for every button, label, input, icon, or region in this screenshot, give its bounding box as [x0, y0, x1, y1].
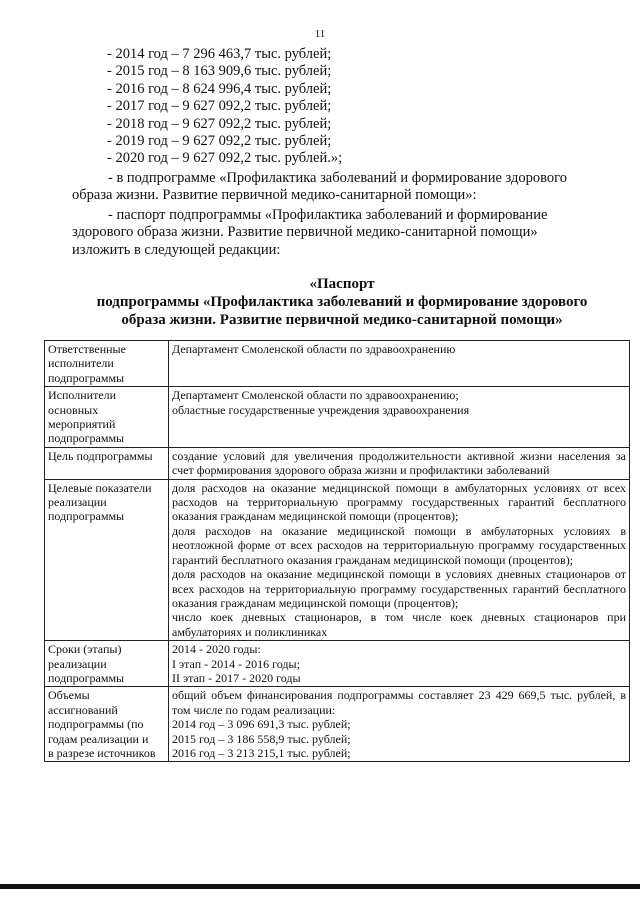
value-line: 2016 год – 3 213 215,1 тыс. рублей;: [172, 745, 351, 760]
row-label-indicators: [45, 479, 169, 640]
label-line: подпрограммы (по: [48, 717, 144, 732]
label-line: основных: [48, 402, 99, 417]
value-line: Департамент Смоленской области по здравоохранению: [172, 342, 456, 356]
funding-line-2020: - 2020 год – 9 627 092,2 тыс. рублей.»;: [107, 150, 343, 167]
table-row: [45, 341, 630, 387]
row-value-responsible: [169, 341, 630, 387]
value-line: областные государственные учреждения здравоохранения: [172, 402, 470, 417]
funding-line-2019: - 2019 год – 9 627 092,2 тыс. рублей;: [107, 133, 332, 150]
funding-list: [107, 46, 342, 168]
table-row: [45, 447, 630, 479]
page-number: 11: [314, 28, 326, 40]
row-value-funding: [169, 687, 630, 762]
label-line: Ответственные: [48, 342, 126, 356]
label-line: мероприятий: [48, 417, 116, 432]
value-line: 2014 год – 3 096 691,3 тыс. рублей;: [172, 717, 351, 732]
funding-line-2015: - 2015 год – 8 163 909,6 тыс. рублей;: [107, 63, 332, 80]
passport-heading-line-1: «Паспорт: [309, 276, 375, 292]
passport-paragraph: [72, 207, 585, 259]
funding-line-2014: - 2014 год – 7 296 463,7 тыс. рублей;: [107, 46, 332, 62]
passport-paragraph-line-1: - паспорт подпрограммы «Профилактика заболеваний и формирование: [108, 207, 548, 223]
label-line: подпрограммы: [48, 509, 125, 524]
value-line: общий объем финансирования подпрограммы составляет 23 429 669,5 тыс. рублей, в том числе по годам реализации:: [172, 688, 626, 717]
label-line: годам реализации и: [48, 731, 149, 746]
row-value-timeline: [169, 641, 630, 687]
value-line: Департамент Смоленской области по здравоохранению;: [172, 388, 459, 403]
table-row: [45, 479, 630, 640]
value-line: доля расходов на оказание медицинской помощи в условиях дневных стационаров от всех расходов на территориальную программу государственных гарантий бесплатного оказания гражданам медицинской помощи (процентов);: [172, 567, 626, 610]
bottom-page-rule: [0, 884, 640, 889]
row-value-executors: [169, 387, 630, 448]
value-line: доля расходов на оказание медицинской помощи в амбулаторных условиях в неотложной форме от всех расходов на территориальную программу государственных гарантий бесплатного оказания гражданам медицинской помощи (процентов);: [172, 523, 626, 567]
funding-line-2016: - 2016 год – 8 624 996,4 тыс. рублей;: [107, 80, 332, 97]
label-line: ассигнований: [48, 702, 118, 717]
row-value-goal: [169, 447, 630, 479]
passport-paragraph-line-2: здорового образа жизни. Развитие первичной медико-санитарной помощи»: [72, 224, 538, 241]
label-line: Сроки (этапы): [48, 642, 122, 657]
value-line: 2015 год – 3 186 558,9 тыс. рублей;: [172, 731, 351, 746]
row-value-indicators: [169, 479, 630, 640]
label-line: исполнители: [48, 356, 114, 371]
label-line: подпрограммы: [48, 670, 125, 685]
label-line: Объемы: [48, 688, 90, 703]
subprogram-paragraph-line-1: - в подпрограмме «Профилактика заболеваний и формирование здорового: [108, 170, 567, 186]
label-line: реализации: [48, 656, 107, 671]
value-line: доля расходов на оказание медицинской помощи в амбулаторных условиях от всех расходов на территориальную программу государственных гарантий бесплатного оказания гражданам медицинской помощи (процентов);: [172, 480, 626, 524]
row-label-funding: [45, 687, 169, 762]
subprogram-paragraph-line-2: образа жизни. Развитие первичной медико-санитарной помощи»:: [72, 187, 477, 204]
value-line: II этап - 2017 - 2020 годы: [172, 670, 301, 685]
passport-heading: [72, 275, 612, 329]
label-line: реализации: [48, 495, 107, 510]
label-line: Исполнители: [48, 388, 117, 403]
row-label-timeline: [45, 641, 169, 687]
label-line: подпрограммы: [48, 370, 125, 385]
table-row: [45, 387, 630, 448]
row-label-goal: [45, 447, 169, 479]
value-line: I этап - 2014 - 2016 годы;: [172, 656, 300, 671]
label-line: подпрограммы: [48, 431, 125, 446]
row-label-executors: [45, 387, 169, 448]
value-line: число коек дневных стационаров, в том числе коек дневных стационаров при амбулаториях и поликлиниках: [172, 610, 626, 639]
label-line: в разрезе источников: [48, 745, 156, 760]
value-line: 2014 - 2020 годы:: [172, 642, 261, 657]
value-line: создание условий для увеличения продолжительности активной жизни населения за счет формирования здорового образа жизни и профилактики заболеваний: [172, 448, 626, 478]
row-label-responsible: [45, 341, 169, 387]
passport-paragraph-line-3: изложить в следующей редакции:: [72, 241, 281, 258]
funding-line-2018: - 2018 год – 9 627 092,2 тыс. рублей;: [107, 115, 332, 132]
passport-heading-line-2: подпрограммы «Профилактика заболеваний и формирование здорового: [96, 294, 588, 310]
passport-heading-line-3: образа жизни. Развитие первичной медико-санитарной помощи»: [121, 312, 563, 328]
label-line: Целевые показатели: [48, 480, 152, 495]
funding-line-2017: - 2017 год – 9 627 092,2 тыс. рублей;: [107, 98, 332, 115]
table-row: [45, 687, 630, 762]
passport-table: [44, 340, 630, 762]
table-row: [45, 641, 630, 687]
subprogram-paragraph: [72, 170, 585, 205]
label-line: Цель подпрограммы: [48, 448, 153, 463]
